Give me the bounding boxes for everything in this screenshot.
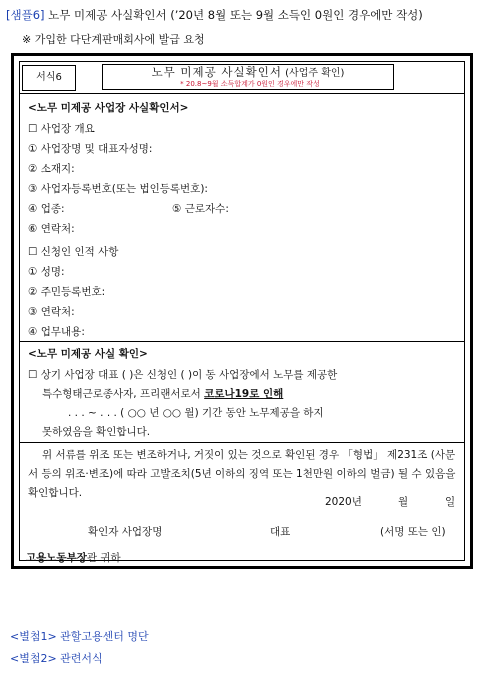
applicant-item-duty: ④ 업무내용:	[28, 326, 85, 338]
document-subtitle: ※ 가입한 다단계판매회사에 발급 요청	[22, 33, 205, 46]
covid-emphasis: 코로나19로 인해	[204, 388, 284, 400]
applicant-item-rrn: ② 주민등록번호:	[28, 286, 106, 298]
addressee-bold: 고용노동부장	[26, 552, 87, 564]
addressee-tail: 관 귀하	[86, 552, 121, 564]
form-id-box: 서식6	[22, 65, 76, 91]
divider	[20, 341, 464, 342]
confirm-line-3: . . . ~ . . . ( ○○ 년 ○○ 월) 기간 동안 노무제공을 하지	[68, 407, 324, 419]
date-day: 일	[445, 496, 456, 508]
overview-item-regno: ③ 사업자등록번호(또는 법인등록번호):	[28, 183, 208, 195]
overview-heading: ☐ 사업장 개요	[28, 123, 95, 135]
overview-item-address: ② 소재지:	[28, 163, 75, 175]
section1-heading: <노무 미제공 사업장 사실확인서>	[28, 102, 189, 114]
confirm-line-4: 못하였음을 확인합니다.	[42, 426, 151, 438]
overview-item-employees: ⑤ 근로자수:	[172, 203, 229, 215]
overview-item-name: ① 사업장명 및 대표자성명:	[28, 143, 153, 155]
confirm-line-2-text: 특수형태근로종사자, 프리랜서로서	[42, 388, 205, 400]
confirm-line-2	[42, 386, 283, 401]
date-year: 2020년	[325, 496, 362, 508]
addressee	[26, 550, 121, 565]
form-title-suffix: (사업주 확인)	[281, 68, 345, 79]
legal-notice: 위 서류를 위조 또는 변조하거나, 거짓이 있는 것으로 확인된 경우 「형법」 제231조 (사문서 등의 위조·변조)에 따라 고발조치(5년 이하의 징역 또는 1천만원 이하의 벌금) 될 수 있음을 확인합니다.	[28, 449, 456, 499]
applicant-heading: ☐ 신청인 인적 사항	[28, 246, 119, 258]
signer-label: 확인자 사업장명	[88, 526, 163, 538]
attachment-link-1[interactable]: <별첨1> 관할고용센터 명단	[10, 630, 149, 643]
sample-tag: [샘플6]	[6, 8, 45, 22]
attachment-link-2[interactable]: <별첨2> 관련서식	[10, 652, 103, 665]
form-inner-border	[19, 61, 465, 564]
document-title: 노무 미제공 사실확인서 (’20년 8월 또는 9월 소득인 0원인 경우에만 작성)	[44, 8, 423, 22]
signer-representative: 대표	[270, 526, 291, 538]
applicant-item-name: ① 성명:	[28, 266, 65, 278]
applicant-item-contact: ③ 연락처:	[28, 306, 75, 318]
form-title: 노무 미제공 사실확인서	[151, 65, 282, 79]
date-month: 월	[398, 496, 409, 508]
document-header	[6, 7, 423, 23]
divider	[20, 93, 464, 94]
overview-item-industry: ④ 업종:	[28, 203, 65, 215]
confirm-line-1: ☐ 상기 사업장 대표 ( )은 신청인 ( )이 동 사업장에서 노무를 제공한	[28, 369, 338, 381]
form-frame	[11, 53, 473, 569]
section2-heading: <노무 미제공 사실 확인>	[28, 348, 148, 360]
divider	[20, 442, 464, 443]
form-note: * 20.8~9월 소득합계가 0원인 경우에만 작성	[180, 80, 320, 88]
signature-placeholder: (서명 또는 인)	[380, 526, 446, 538]
overview-item-contact: ⑥ 연락처:	[28, 223, 75, 235]
